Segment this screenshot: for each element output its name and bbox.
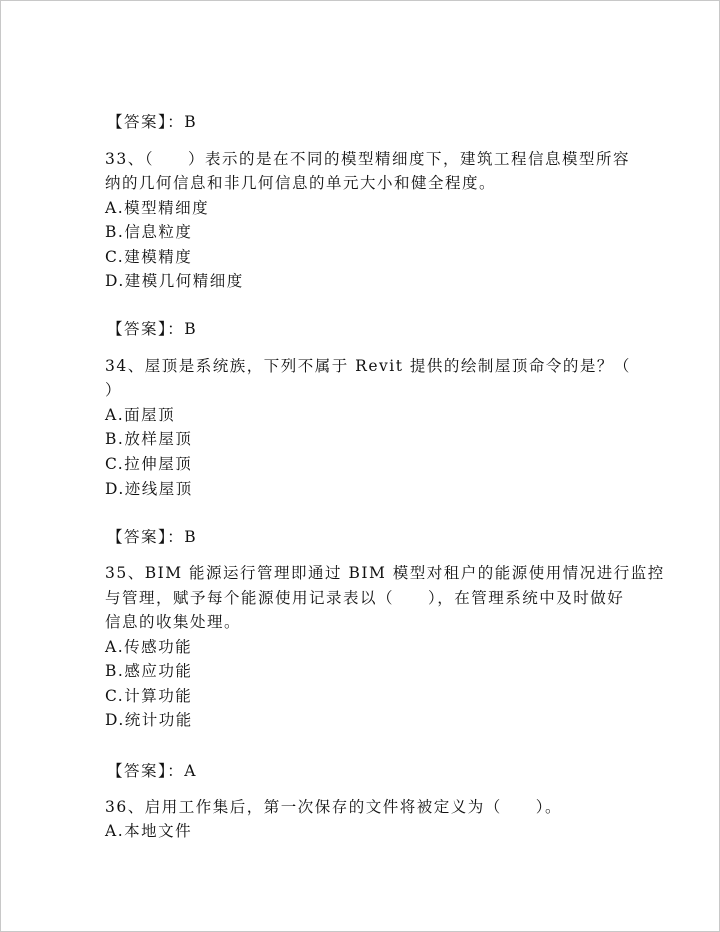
question-34-option-a: A.面屋顶 [105,406,176,424]
question-36-stem-line-1: 36、启用工作集后，第一次保存的文件将被定义为（ ）。 [105,798,562,816]
question-34-stem-line-2: ） [105,381,123,399]
question-33-option-b: B.信息粒度 [105,223,193,241]
question-34-stem-line-1: 34、屋顶是系统族，下列不属于 Revit 提供的绘制屋顶命令的是？（ [105,357,631,375]
question-33-option-d: D.建模几何精细度 [105,272,244,290]
answer-q34: 【答案】：B [107,528,198,546]
question-33-option-c: C.建模精度 [105,248,193,266]
question-35-stem-line-2: 与管理，赋予每个能源使用记录表以（ ），在管理系统中及时做好 [105,589,625,607]
question-35-option-b: B.感应功能 [105,662,193,680]
question-35-stem-line-1: 35、BIM 能源运行管理即通过 BIM 模型对租户的能源使用情况进行监控 [105,564,665,582]
question-35-stem-line-3: 信息的收集处理。 [105,613,242,631]
question-35-option-d: D.统计功能 [105,711,193,729]
question-35-option-a: A.传感功能 [105,638,193,656]
question-33-option-a: A.模型精细度 [105,199,210,217]
answer-q33: 【答案】：B [107,320,198,338]
question-34-option-c: C.拉伸屋顶 [105,455,193,473]
question-36-option-a: A.本地文件 [105,822,193,840]
question-34-option-b: B.放样屋顶 [105,430,193,448]
question-35-option-c: C.计算功能 [105,687,193,705]
answer-q32: 【答案】：B [107,113,198,131]
answer-q35: 【答案】：A [107,762,197,780]
question-34-option-d: D.迹线屋顶 [105,480,193,498]
question-33-stem-line-1: 33、（ ）表示的是在不同的模型精细度下，建筑工程信息模型所容 [105,150,630,168]
question-33-stem-line-2: 纳的几何信息和非几何信息的单元大小和健全程度。 [105,174,497,192]
